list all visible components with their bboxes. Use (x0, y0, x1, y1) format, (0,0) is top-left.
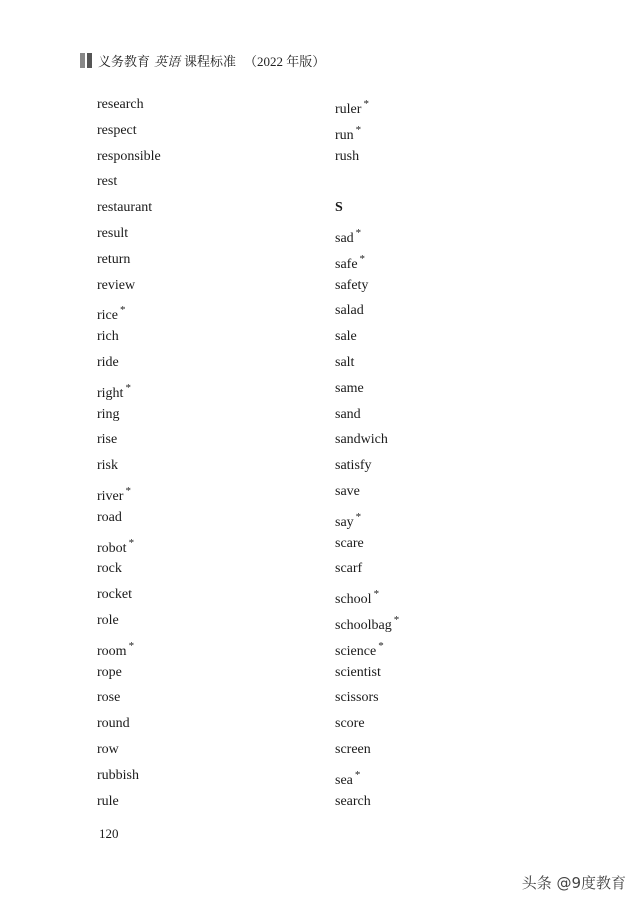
vocabulary-word: salt (335, 354, 355, 370)
vocabulary-item (97, 195, 161, 221)
vocabulary-item (335, 685, 399, 711)
vocabulary-item (335, 273, 399, 299)
vocabulary-item (97, 324, 161, 350)
vocabulary-word: same (335, 380, 364, 396)
required-marker-asterisk: * (354, 768, 361, 781)
vocabulary-item (97, 556, 161, 582)
header-edition: （2022 年版） (244, 53, 326, 69)
vocabulary-item (335, 711, 399, 737)
vocabulary-item (97, 298, 161, 324)
required-marker-asterisk: * (355, 226, 362, 239)
header-bar-icon (80, 53, 92, 68)
vocabulary-word: science (335, 643, 377, 659)
vocabulary-word: respect (97, 122, 137, 138)
vocabulary-item (97, 789, 161, 815)
vocabulary-word: round (97, 716, 130, 732)
vocabulary-word: robot (97, 540, 127, 556)
vocabulary-word: sale (335, 329, 357, 345)
vocabulary-word: rock (97, 561, 122, 577)
vocabulary-item (335, 144, 399, 170)
required-marker-asterisk: * (393, 613, 400, 626)
header-title-part3: 课程标准 (184, 53, 237, 69)
vocabulary-item (97, 763, 161, 789)
vocabulary-word: row (97, 741, 119, 757)
vocabulary-word: restaurant (97, 200, 153, 216)
vocabulary-item (335, 298, 399, 324)
vocabulary-word: S (335, 200, 343, 216)
vocabulary-item (335, 737, 399, 763)
vocabulary-item (97, 118, 161, 144)
vocabulary-item (335, 427, 399, 453)
word-list-left-column (97, 92, 161, 814)
vocabulary-word: score (335, 716, 365, 732)
vocabulary-item (335, 479, 399, 505)
blank-spacer (335, 169, 399, 195)
vocabulary-word: rush (335, 148, 360, 164)
vocabulary-word: safe (335, 256, 358, 272)
required-marker-asterisk: * (359, 252, 366, 265)
vocabulary-word: rubbish (97, 767, 139, 783)
required-marker-asterisk: * (125, 484, 131, 497)
required-marker-asterisk: * (119, 304, 126, 317)
header-title-part1: 义务教育 (98, 53, 151, 69)
vocabulary-item (97, 737, 161, 763)
vocabulary-item (335, 634, 399, 660)
vocabulary-word: responsible (97, 148, 161, 164)
word-list-right-column (335, 92, 399, 814)
vocabulary-word: rocket (97, 587, 132, 603)
vocabulary-item (335, 531, 399, 557)
vocabulary-word: rise (97, 432, 118, 448)
vocabulary-word: ring (97, 406, 120, 422)
vocabulary-word: risk (97, 458, 118, 474)
vocabulary-word: review (97, 277, 136, 293)
header-title-part2: 英语 (154, 53, 181, 69)
vocabulary-item (335, 763, 399, 789)
vocabulary-word: research (97, 97, 144, 112)
vocabulary-word: run (335, 127, 354, 143)
vocabulary-item (97, 350, 161, 376)
vocabulary-word: rich (97, 329, 119, 345)
vocabulary-item (97, 685, 161, 711)
vocabulary-item (97, 221, 161, 247)
vocabulary-item (335, 453, 399, 479)
vocabulary-word: room (97, 643, 127, 659)
vocabulary-word: school (335, 592, 372, 608)
vocabulary-item (97, 402, 161, 428)
vocabulary-item (97, 376, 161, 402)
vocabulary-word: ride (97, 354, 119, 370)
vocabulary-word: river (97, 488, 124, 504)
vocabulary-item (335, 118, 399, 144)
vocabulary-word: scientist (335, 664, 381, 680)
vocabulary-word: rest (97, 174, 118, 190)
vocabulary-word: ruler (335, 102, 362, 117)
required-marker-asterisk: * (355, 123, 362, 136)
vocabulary-item (97, 531, 161, 557)
vocabulary-item (97, 427, 161, 453)
page-number: 120 (99, 826, 119, 841)
running-header (80, 50, 325, 70)
required-marker-asterisk: * (378, 639, 384, 652)
vocabulary-word: sea (335, 772, 353, 788)
vocabulary-word: rice (97, 308, 118, 324)
vocabulary-item (97, 453, 161, 479)
required-marker-asterisk: * (373, 588, 380, 601)
vocabulary-item (335, 376, 399, 402)
vocabulary-item (97, 608, 161, 634)
vocabulary-word: result (97, 225, 129, 241)
vocabulary-item (97, 660, 161, 686)
vocabulary-item (97, 634, 161, 660)
vocabulary-item (97, 247, 161, 273)
vocabulary-item (97, 169, 161, 195)
vocabulary-item (335, 608, 399, 634)
vocabulary-word: scissors (335, 690, 379, 706)
required-marker-asterisk: * (355, 510, 362, 523)
vocabulary-item (335, 92, 399, 118)
vocabulary-item (335, 402, 399, 428)
vocabulary-word: sandwich (335, 432, 388, 448)
vocabulary-word: rope (97, 664, 122, 680)
vocabulary-item (97, 92, 161, 118)
required-marker-asterisk: * (125, 381, 131, 394)
vocabulary-word: screen (335, 741, 371, 757)
required-marker-asterisk: * (363, 98, 369, 110)
vocabulary-word: role (97, 612, 119, 628)
vocabulary-word: search (335, 793, 371, 809)
vocabulary-word: sad (335, 230, 354, 246)
vocabulary-word: sand (335, 406, 361, 422)
letter-section-heading (335, 195, 399, 221)
vocabulary-word: return (97, 251, 131, 267)
vocabulary-word: satisfy (335, 458, 372, 474)
vocabulary-word: scarf (335, 561, 363, 577)
watermark-text: 头条 @9度教育 (521, 874, 626, 892)
vocabulary-word: rose (97, 690, 121, 706)
vocabulary-word: rule (97, 793, 119, 809)
required-marker-asterisk: * (128, 639, 135, 652)
vocabulary-item (335, 350, 399, 376)
vocabulary-item (335, 505, 399, 531)
vocabulary-item (335, 324, 399, 350)
vocabulary-item (97, 144, 161, 170)
vocabulary-item (97, 711, 161, 737)
vocabulary-item (335, 221, 399, 247)
vocabulary-item (335, 556, 399, 582)
vocabulary-word: right (97, 385, 124, 401)
vocabulary-word: safety (335, 277, 369, 293)
vocabulary-word: save (335, 483, 360, 499)
required-marker-asterisk: * (128, 536, 135, 549)
vocabulary-item (335, 247, 399, 273)
vocabulary-item (97, 273, 161, 299)
vocabulary-item (97, 505, 161, 531)
vocabulary-word: schoolbag (335, 617, 392, 633)
vocabulary-item (97, 479, 161, 505)
vocabulary-item (335, 789, 399, 815)
vocabulary-word: salad (335, 303, 364, 319)
vocabulary-item (335, 582, 399, 608)
vocabulary-word: say (335, 514, 354, 530)
vocabulary-item (97, 582, 161, 608)
vocabulary-word: road (97, 509, 122, 525)
vocabulary-word: scare (335, 535, 364, 551)
vocabulary-item (335, 660, 399, 686)
